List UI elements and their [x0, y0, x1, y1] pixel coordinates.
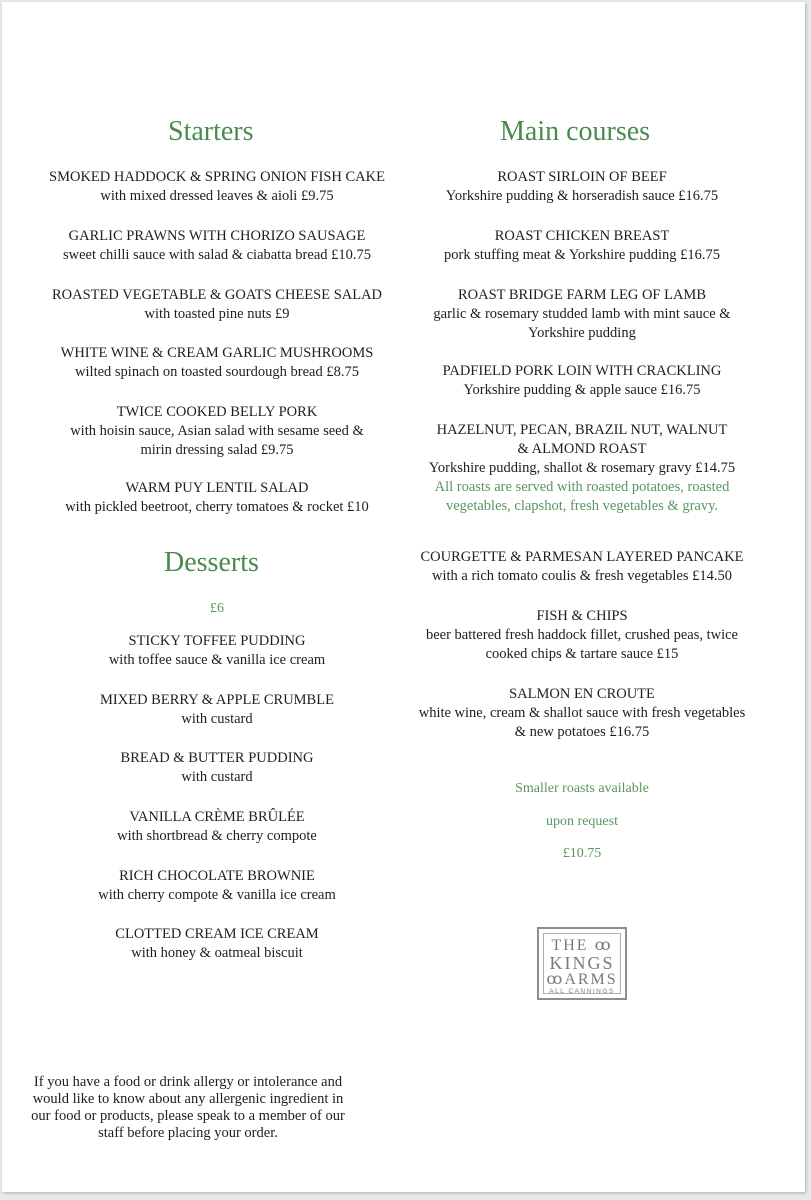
main-item: [404, 362, 760, 400]
starter-item: [2, 227, 432, 265]
logo-text: THE: [551, 937, 589, 954]
item-name: MIXED BERRY & APPLE CRUMBLE: [100, 692, 334, 708]
main-item: [404, 548, 760, 586]
item-name: HAZELNUT, PECAN, BRAZIL NUT, WALNUT: [436, 422, 728, 438]
dessert-item: [2, 925, 432, 963]
item-name: PADFIELD PORK LOIN WITH CRACKLING: [442, 363, 722, 379]
item-desc: with toffee sauce & vanilla ice cream: [108, 652, 326, 668]
allergy-line: would like to know about any allergenic ingredient in: [32, 1091, 344, 1107]
item-desc: & new potatoes £16.75: [514, 724, 650, 740]
item-desc: with honey & oatmeal biscuit: [131, 945, 303, 961]
item-name: SALMON EN CROUTE: [509, 686, 655, 702]
item-desc: with custard: [181, 711, 253, 727]
item-desc: sweet chilli sauce with salad & ciabatta bread £10.75: [62, 247, 372, 263]
starter-item: [2, 403, 432, 460]
item-desc: beer battered fresh haddock fillet, crushed peas, twice: [425, 627, 738, 643]
main-item: [404, 227, 760, 265]
item-name: & ALMOND ROAST: [517, 441, 647, 457]
item-desc: cooked chips & tartare sauce £15: [485, 646, 679, 662]
main-item: [404, 168, 760, 206]
smaller-roasts-text: Smaller roasts available: [515, 781, 649, 796]
main-item: [404, 421, 760, 516]
item-desc: Yorkshire pudding: [528, 325, 636, 341]
item-desc: with toasted pine nuts £9: [144, 306, 290, 322]
starter-item: [2, 168, 432, 206]
item-name: SMOKED HADDOCK & SPRING ONION FISH CAKE: [49, 169, 385, 185]
item-desc: mirin dressing salad £9.75: [140, 442, 294, 458]
item-desc: with shortbread & cherry compote: [117, 828, 317, 844]
allergy-line: staff before placing your order.: [98, 1125, 278, 1141]
item-desc: wilted spinach on toasted sourdough bread £8.75: [75, 364, 359, 380]
item-name: BREAD & BUTTER PUDDING: [120, 750, 314, 766]
starter-item: [2, 286, 432, 324]
item-name: VANILLA CRÈME BRÛLÉE: [129, 809, 305, 825]
item-desc: pork stuffing meat & Yorkshire pudding £16.75: [443, 247, 721, 263]
main-item: [404, 685, 760, 742]
main-item: [404, 607, 760, 664]
kings-arms-logo: [537, 927, 627, 1000]
logo-text: KINGS: [549, 953, 615, 973]
dessert-item: [2, 632, 432, 670]
item-desc: with a rich tomato coulis & fresh vegetables £14.50: [432, 568, 732, 584]
dessert-item: [2, 867, 432, 905]
item-name: ROASTED VEGETABLE & GOATS CHEESE SALAD: [51, 287, 383, 303]
item-desc: white wine, cream & shallot sauce with fresh vegetables: [418, 705, 746, 721]
item-desc: with hoisin sauce, Asian salad with sesame seed &: [70, 423, 364, 439]
item-name: GARLIC PRAWNS WITH CHORIZO SAUSAGE: [68, 228, 366, 244]
item-desc: Yorkshire pudding & horseradish sauce £16.75: [445, 188, 719, 204]
item-name: COURGETTE & PARMESAN LAYERED PANCAKE: [420, 549, 744, 565]
item-name: RICH CHOCOLATE BROWNIE: [119, 868, 315, 884]
main-courses-title: Main courses: [500, 116, 651, 147]
smaller-roasts-price: £10.75: [562, 846, 602, 861]
roast-note: All roasts are served with roasted potatoes, roasted: [434, 479, 730, 495]
flourish-icon: ꝏ: [546, 971, 565, 988]
item-name: STICKY TOFFEE PUDDING: [128, 633, 306, 649]
item-name: TWICE COOKED BELLY PORK: [116, 404, 318, 420]
item-desc: Yorkshire pudding, shallot & rosemary gravy £14.75: [428, 460, 736, 476]
menu-page: [2, 2, 805, 1192]
item-name: ROAST CHICKEN BREAST: [494, 228, 670, 244]
item-name: WHITE WINE & CREAM GARLIC MUSHROOMS: [60, 345, 374, 361]
allergy-notice: [2, 1074, 374, 1142]
item-desc: with pickled beetroot, cherry tomatoes & rocket £10: [65, 499, 369, 515]
starters-title: Starters: [168, 116, 254, 147]
flourish-icon: ꝏ: [588, 937, 613, 954]
item-name: ROAST SIRLOIN OF BEEF: [497, 169, 667, 185]
starter-item: [2, 479, 432, 517]
item-name: ROAST BRIDGE FARM LEG OF LAMB: [457, 287, 706, 303]
item-desc: with mixed dressed leaves & aioli £9.75: [100, 188, 334, 204]
starter-item: [2, 344, 432, 382]
item-name: FISH & CHIPS: [536, 608, 628, 624]
item-desc: Yorkshire pudding & apple sauce £16.75: [463, 382, 701, 398]
dessert-item: [2, 749, 432, 787]
desserts-price: £6: [210, 601, 224, 616]
logo-text: ALL CANNINGS: [549, 988, 615, 995]
roast-note: vegetables, clapshot, fresh vegetables & gravy.: [445, 498, 719, 514]
item-desc: with custard: [181, 769, 253, 785]
logo-text: ARMS: [564, 971, 618, 988]
main-item: [404, 286, 760, 343]
item-desc: with cherry compote & vanilla ice cream: [98, 887, 336, 903]
dessert-item: [2, 691, 432, 729]
logo-frame: [543, 933, 621, 994]
item-name: CLOTTED CREAM ICE CREAM: [115, 926, 319, 942]
desserts-title: Desserts: [164, 547, 259, 578]
dessert-item: [2, 808, 432, 846]
smaller-roasts-text: upon request: [546, 814, 618, 829]
item-desc: garlic & rosemary studded lamb with mint sauce &: [433, 306, 731, 322]
item-name: WARM PUY LENTIL SALAD: [125, 480, 309, 496]
allergy-line: If you have a food or drink allergy or intolerance and: [33, 1074, 343, 1090]
allergy-line: our food or products, please speak to a member of our: [31, 1108, 345, 1124]
